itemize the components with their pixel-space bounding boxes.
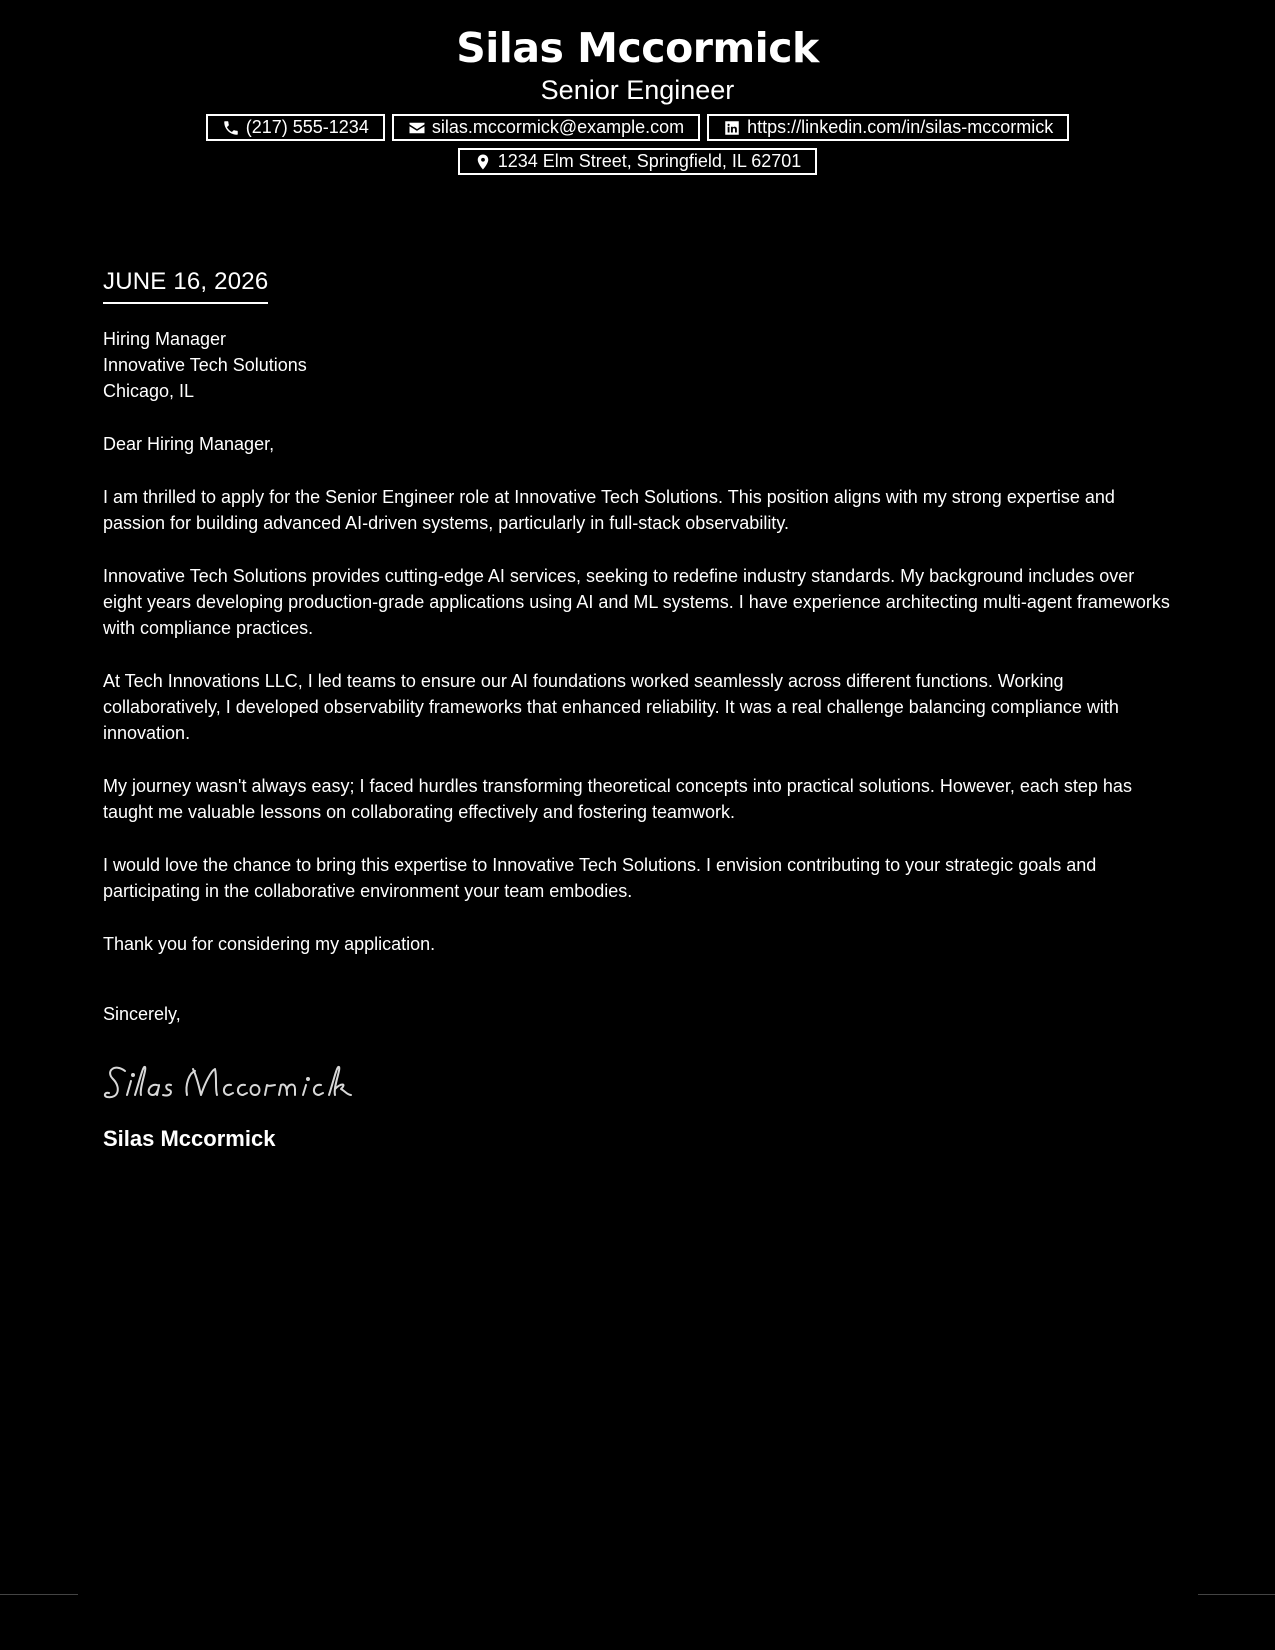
body-paragraph: I would love the chance to bring this expertise to Innovative Tech Solutions. I envision contributing to your strategic goals and participating in the collaborative environment your team embodies. xyxy=(103,855,1097,901)
email-chip[interactable] xyxy=(392,114,700,141)
map-pin-icon xyxy=(474,153,492,171)
letter-date: JUNE 16, 2026 xyxy=(103,266,268,304)
linkedin-chip[interactable] xyxy=(707,114,1069,141)
signer-name: Silas Mccormick xyxy=(103,1126,276,1151)
recipient-block xyxy=(103,326,1173,404)
recipient-line: Hiring Manager xyxy=(103,329,227,349)
body-paragraph: My journey wasn't always easy; I faced hurdles transforming theoretical concepts into practical solutions. However, each step has taught me valuable lessons on collaborating effectively and fostering teamwork. xyxy=(103,776,1132,822)
envelope-icon xyxy=(408,119,426,137)
closing: Sincerely, xyxy=(103,1004,181,1024)
email-text: silas.mccormick@example.com xyxy=(431,117,685,137)
letter-header xyxy=(0,22,1275,175)
recipient-line: Innovative Tech Solutions xyxy=(103,355,307,375)
letter-body xyxy=(103,266,1173,1153)
salutation: Dear Hiring Manager, xyxy=(103,434,275,454)
linkedin-icon xyxy=(723,119,741,137)
signature-image xyxy=(103,1057,373,1107)
phone-icon xyxy=(222,119,240,137)
contact-row-secondary xyxy=(0,148,1275,175)
address-text: 1234 Elm Street, Springfield, IL 62701 xyxy=(497,151,802,171)
body-paragraph: I am thrilled to apply for the Senior Engineer role at Innovative Tech Solutions. This position aligns with my strong expertise and passion for building advanced AI-driven systems, particularly in full-stack observability. xyxy=(103,487,1115,533)
footer-divider-left xyxy=(0,1594,78,1595)
linkedin-text: https://linkedin.com/in/silas-mccormick xyxy=(747,117,1054,137)
applicant-name: Silas Mccormick xyxy=(456,24,819,72)
phone-chip[interactable] xyxy=(206,114,385,141)
applicant-title: Senior Engineer xyxy=(540,75,735,105)
body-paragraph: Thank you for considering my application. xyxy=(103,934,436,954)
footer-divider-right xyxy=(1198,1594,1275,1595)
contact-row-primary xyxy=(0,114,1275,141)
handwritten-signature xyxy=(103,1057,1173,1107)
body-paragraph: At Tech Innovations LLC, I led teams to ensure our AI foundations worked seamlessly across different functions. Working collaboratively, I developed observability frameworks that enhanced reliability. It was a real challenge balancing compliance with innovation. xyxy=(103,671,1119,743)
address-chip[interactable] xyxy=(458,148,818,175)
phone-text: (217) 555-1234 xyxy=(245,117,369,137)
recipient-line: Chicago, IL xyxy=(103,381,195,401)
body-paragraph: Innovative Tech Solutions provides cutting-edge AI services, seeking to redefine industry standards. My background includes over eight years developing production-grade applications using AI and ML systems. I have experience architecting multi-agent frameworks with compliance practices. xyxy=(103,566,1170,638)
